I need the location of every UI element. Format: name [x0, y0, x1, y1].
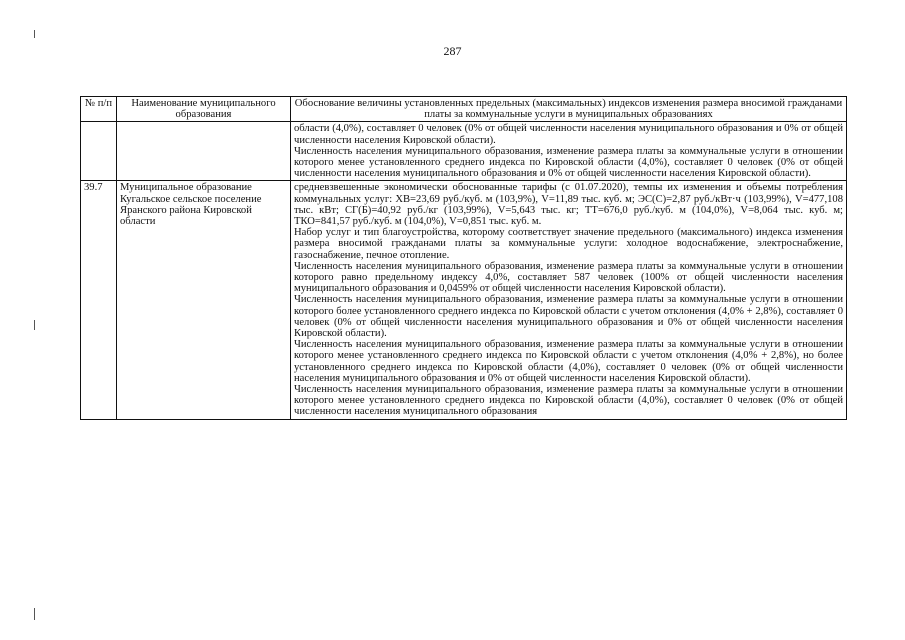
- paragraph: Набор услуг и тип благоустройства, которому соответствует значение предельного (максимального) индекса изменения размера вносимой гражданами платы за коммунальные услуги: холодное водоснабжение, электроснабжение, газоснабжение, печное отопление.: [294, 227, 843, 261]
- continuation-text-cell: [291, 122, 847, 181]
- paragraph: Численность населения муниципального образования, изменение размера платы за коммунальные услуги в отношении которого менее установленного среднего индекса по Кировской области (4,0%), составляет 0 человек (0% от общей численности населения муниципального образования: [294, 384, 843, 418]
- header-justification: Обоснование величины установленных предельных (максимальных) индексов изменения размера вносимой гражданами платы за коммунальные услуги в муниципальных образованиях: [291, 97, 847, 122]
- continuation-number-cell: [81, 122, 117, 181]
- entry-number: 39.7: [81, 181, 117, 419]
- entry-justification-cell: [291, 181, 847, 419]
- table-header-row: [81, 97, 847, 122]
- scan-edge-mark-bottom: [34, 608, 35, 620]
- table-row-entry: [81, 181, 847, 419]
- entry-municipality-name: Муниципальное образование Кугальское сельское поселение Яранского района Кировской области: [117, 181, 291, 419]
- paragraph: Численность населения муниципального образования, изменение размера платы за коммунальные услуги в отношении которого менее установленного среднего индекса по Кировской области (4,0%), составляет 0 человек (0% от общей численности населения муниципального образования и 0% от общей численности населения Кировской области).: [294, 145, 843, 180]
- scan-edge-mark-top: [34, 30, 35, 38]
- continuation-name-cell: [117, 122, 291, 181]
- header-municipality-name: Наименование муниципального образования: [117, 97, 291, 122]
- table-row-continuation: [81, 122, 847, 181]
- paragraph: Численность населения муниципального образования, изменение размера платы за коммунальные услуги в отношении которого менее установленного среднего индекса по Кировской области с учетом отклонения (4,0% + 2,8%), но более установленного среднего индекса по Кировской области (4,0%), составляет 0 человек (0% от общей численности населения муниципального образования и 0% от общей численности населения Кировской области).: [294, 339, 843, 384]
- paragraph: Численность населения муниципального образования, изменение размера платы за коммунальные услуги в отношении которого более установленного среднего индекса по Кировской области с учетом отклонения (4,0% + 2,8%), составляет 0 человек (0% от общей численности населения муниципального образования и 0% от общей численности населения Кировской области).: [294, 294, 843, 340]
- tariff-index-table: [80, 96, 847, 420]
- header-number: № п/п: [81, 97, 117, 122]
- paragraph: средневзвешенные экономически обоснованные тарифы (с 01.07.2020), темпы их изменения и объемы потребления коммунальных услуг: ХВ=23,69 руб./куб. м (103,9%), V=11,89 тыс. куб. м; ЭС(С)=2,87 руб./кВт·ч (103,99%), V=477,108 тыс. кВт; СГ(Б)=40,92 руб./кг (103,99%), V=5,643 тыс. кг; ТТ=676,0 руб./куб. м (104,0%), V=8,064 тыс. куб. м; ТКО=841,57 руб./куб. м (104,0%), V=0,851 тыс. куб. м.: [294, 182, 843, 228]
- paragraph: области (4,0%), составляет 0 человек (0% от общей численности населения муниципального образования и 0% от общей численности населения Кировской области).: [294, 123, 843, 146]
- page-number: 287: [443, 44, 462, 58]
- scan-edge-mark-middle: [34, 320, 35, 330]
- paragraph: Численность населения муниципального образования, изменение размера платы за коммунальные услуги в отношении которого равно предельному индексу 4,0%, составляет 587 человек (100% от общей численности населения муниципального образования и 0,0459% от общей численности населения Кировской области).: [294, 260, 843, 295]
